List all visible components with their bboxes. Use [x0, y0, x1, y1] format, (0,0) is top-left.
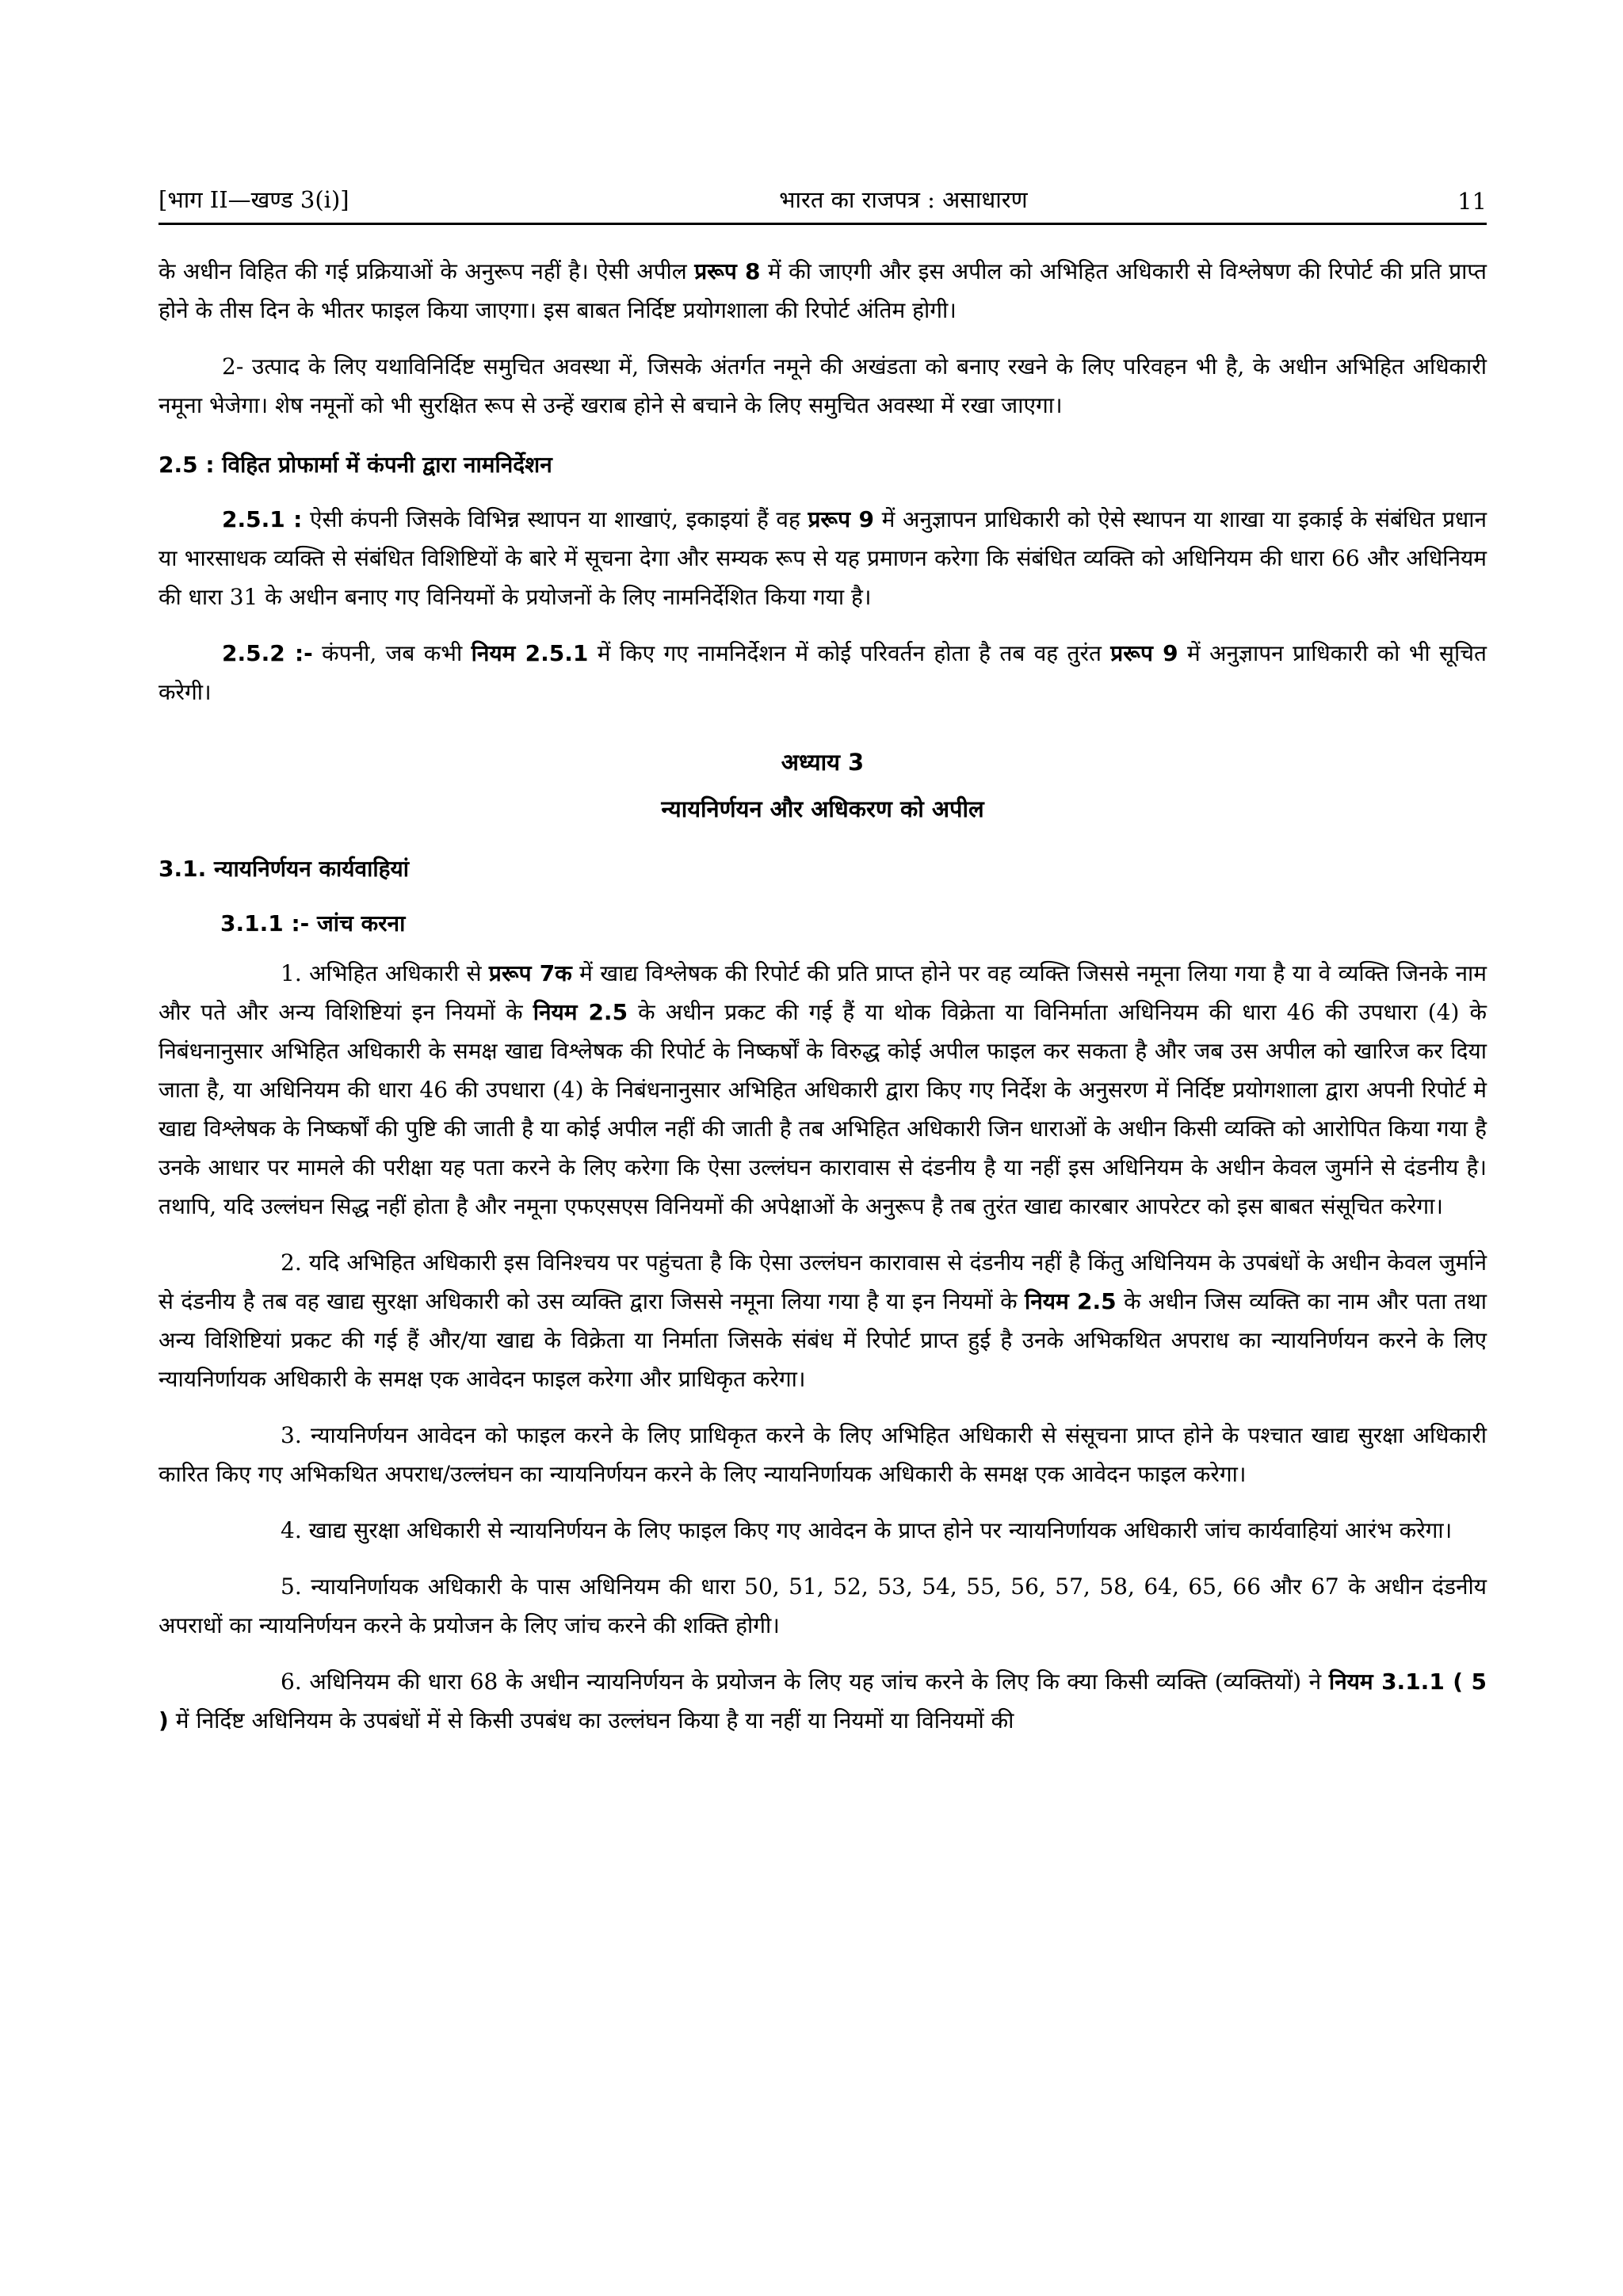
paragraph-continuation — [158, 252, 1487, 330]
rule-number: 2.5.1 : — [222, 506, 303, 532]
text-span: में निर्दिष्ट अधिनियम के उपबंधों में से किसी उपबंध का उल्लंघन किया है या नहीं या नियमों या विनियमों की — [168, 1707, 1014, 1733]
text-span: के अधीन प्रकट की गई हैं या थोक विक्रेता या विनिर्माता अधिनियम की धारा 46 की उपधारा (4) के निबंधनानुसार अभिहित अधिकारी के समक्ष खाद्य विश्लेषक की रिपोर्ट के निष्कर्षों के विरुद्ध कोई अपील फाइल कर सकता है और जब उस अपील को खारिज कर दिया जाता है, या अधिनियम की धारा 46 की उपधारा (4) के निबंधनानुसार अभिहित अधिकारी द्वारा किए गए निर्देश के अनुसरण में निर्दिष्ट प्रयोगशाला द्वारा अपनी रिपोर्ट मे खाद्य विश्लेषक के निष्कर्षों की पुष्टि की जाती है या कोई अपील नहीं की जाती है तब अभिहित अधिकारी जिन धाराओं के अधीन किसी व्यक्ति को आरोपित किया गया है उनके आधार पर मामले की परीक्षा यह पता करने के लिए करेगा कि ऐसा उल्लंघन कारावास से दंडनीय है या नहीं इस अधिनियम के अधीन केवल जुर्माने से दंडनीय है। तथापि, यदि उल्लंघन सिद्ध नहीं होता है और नमूना एफएसएस विनियमों की अपेक्षाओं के अनुरूप है तब तुरंत खाद्य कारबार आपरेटर को इस बाबत संसूचित करेगा। — [158, 999, 1487, 1219]
clause-2 — [158, 1243, 1487, 1398]
rule-ref: नियम 2.5.1 — [471, 640, 589, 666]
text-span: में अनुज्ञापन प्राधिकारी को ऐसे स्थापन या शाखा या इकाई के संबंधित प्रधान या भारसाधक व्यक्ति से संबंधित विशिष्टियों के बारे में सूचना देगा और सम्यक रूप से यह प्रमाणन करेगा कि संबंधित व्यक्ति को अधिनियम की धारा 66 और अधिनियम की धारा 31 के अधीन बनाए गए विनियमों के प्रयोजनों के लिए नामनिर्देशित किया गया है। — [158, 506, 1487, 610]
paragraph-2-5-1 — [158, 500, 1487, 616]
form-ref: प्ररूप 9 — [808, 506, 875, 532]
form-ref: प्ररूप 9 — [1110, 640, 1178, 666]
page-body — [158, 252, 1487, 1740]
page-header — [158, 184, 1487, 225]
form-ref: प्ररूप 8 — [694, 258, 761, 284]
text-span: 2. यदि अभिहित अधिकारी इस विनिश्चय पर पहुंचता है कि ऐसा उल्लंघन कारावास से दंडनीय नहीं है किंतु अधिनियम के उपबंधों के अधीन केवल जुर्माने से दंडनीय है तब वह खाद्य सुरक्षा अधिकारी को उस व्यक्ति द्वारा जिससे नमूना लिया गया है या इन नियमों के — [158, 1249, 1487, 1314]
clause-4: 4. खाद्य सुरक्षा अधिकारी से न्यायनिर्णयन के लिए फाइल किए गए आवेदन के प्राप्त होने पर न्यायनिर्णायक अधिकारी जांच कार्यवाहियां आरंभ करेगा। — [281, 1517, 1453, 1543]
clause-5: 5. न्यायनिर्णायक अधिकारी के पास अधिनियम की धारा 50, 51, 52, 53, 54, 55, 56, 57, 58, 64, 65, 66 और 67 के अधीन दंडनीय अपराधों का न्यायनिर्णयन करने के प्रयोजन के लिए जांच करने की शक्ति होगी। — [158, 1573, 1487, 1638]
text-span: 1. अभिहित अधिकारी से — [281, 960, 489, 986]
text-span: कंपनी, जब कभी — [312, 640, 472, 666]
text-span: 6. अधिनियम की धारा 68 के अधीन न्यायनिर्णयन के प्रयोजन के लिए यह जांच करने के लिए कि क्या किसी व्यक्ति (व्यक्तियों) ने — [281, 1669, 1329, 1695]
text-span: के अधीन विहित की गई प्रक्रियाओं के अनुरूप नहीं है। ऐसी अपील — [158, 258, 695, 284]
text-span: ऐसी कंपनी जिसके विभिन्न स्थापन या शाखाएं, इकाइयां हैं वह — [302, 506, 808, 532]
paragraph-2: 2- उत्पाद के लिए यथाविनिर्दिष्ट समुचित अवस्था में, जिसके अंतर्गत नमूने की अखंडता को बनाए रखने के लिए परिवहन भी है, के अधीन अभिहित अधिकारी नमूना भेजेगा। शेष नमूनों को भी सुरक्षित रूप से उन्हें खराब होने से बचाने के लिए समुचित अवस्था में रखा जाएगा। — [158, 353, 1487, 418]
rule-ref: नियम 3.1.1 ( 5 ) — [158, 1669, 1487, 1733]
header-part-section: [भाग II—खण्ड 3(i)] — [158, 186, 349, 213]
text-span: में किए गए नामनिर्देशन में कोई परिवर्तन होता है तब वह तुरंत — [588, 640, 1111, 666]
chapter-number: अध्याय 3 — [781, 749, 865, 776]
text-span: में अनुज्ञापन प्राधिकारी को भी सूचित करेगी। — [158, 640, 1487, 705]
page-number: 11 — [1457, 188, 1487, 215]
rule-ref: नियम 2.5 — [533, 999, 628, 1025]
form-ref: प्ररूप 7क — [488, 960, 572, 986]
gazette-page — [158, 184, 1487, 1757]
subsection-heading-3-1-1: 3.1.1 :- जांच करना — [220, 910, 406, 936]
header-title: भारत का राजपत्र : असाधारण — [779, 186, 1028, 213]
rule-ref: नियम 2.5 — [1025, 1288, 1117, 1314]
chapter-title: न्यायनिर्णयन और अधिकरण को अपील — [661, 795, 984, 822]
clause-3: 3. न्यायनिर्णयन आवेदन को फाइल करने के लिए प्राधिकृत करने के लिए अभिहित अधिकारी से संसूचना प्राप्त होने के पश्चात खाद्य सुरक्षा अधिकारी कारित किए गए अभिकथित अपराध/उल्लंघन का न्यायनिर्णयन करने के लिए न्यायनिर्णायक अधिकारी के समक्ष एक आवेदन फाइल करेगा। — [158, 1422, 1487, 1487]
section-heading-3-1: 3.1. न्यायनिर्णयन कार्यवाहियां — [158, 856, 409, 882]
text-span: के अधीन जिस व्यक्ति का नाम और पता तथा अन्य विशिष्टियां प्रकट की गई हैं और/या खाद्य के विक्रेता या निर्माता जिसके संबंध में रिपोर्ट प्राप्त हुई है उनके अभिकथित अपराध का न्यायनिर्णयन करने के लिए न्यायनिर्णायक अधिकारी के समक्ष एक आवेदन फाइल करेगा और प्राधिकृत करेगा। — [158, 1288, 1487, 1392]
paragraph-2-5-2 — [158, 634, 1487, 711]
section-heading-2-5: 2.5 : विहित प्रोफार्मा में कंपनी द्वारा नामनिर्देशन — [158, 452, 552, 478]
rule-number: 2.5.2 :- — [222, 640, 313, 666]
text-span: में की जाएगी और इस अपील को अभिहित अधिकारी से विश्लेषण की रिपोर्ट की प्रति प्राप्त होने के तीस दिन के भीतर फाइल किया जाएगा। इस बाबत निर्दिष्ट प्रयोगशाला की रिपोर्ट अंतिम होगी। — [158, 258, 1487, 323]
text-span: में खाद्य विश्लेषक की रिपोर्ट की प्रति प्राप्त होने पर वह व्यक्ति जिससे नमूना लिया गया है या वे व्यक्ति जिनके नाम और पते और अन्य विशिष्टियां इन नियमों के — [158, 960, 1487, 1025]
clause-1 — [158, 954, 1487, 1226]
clause-6 — [158, 1662, 1487, 1740]
